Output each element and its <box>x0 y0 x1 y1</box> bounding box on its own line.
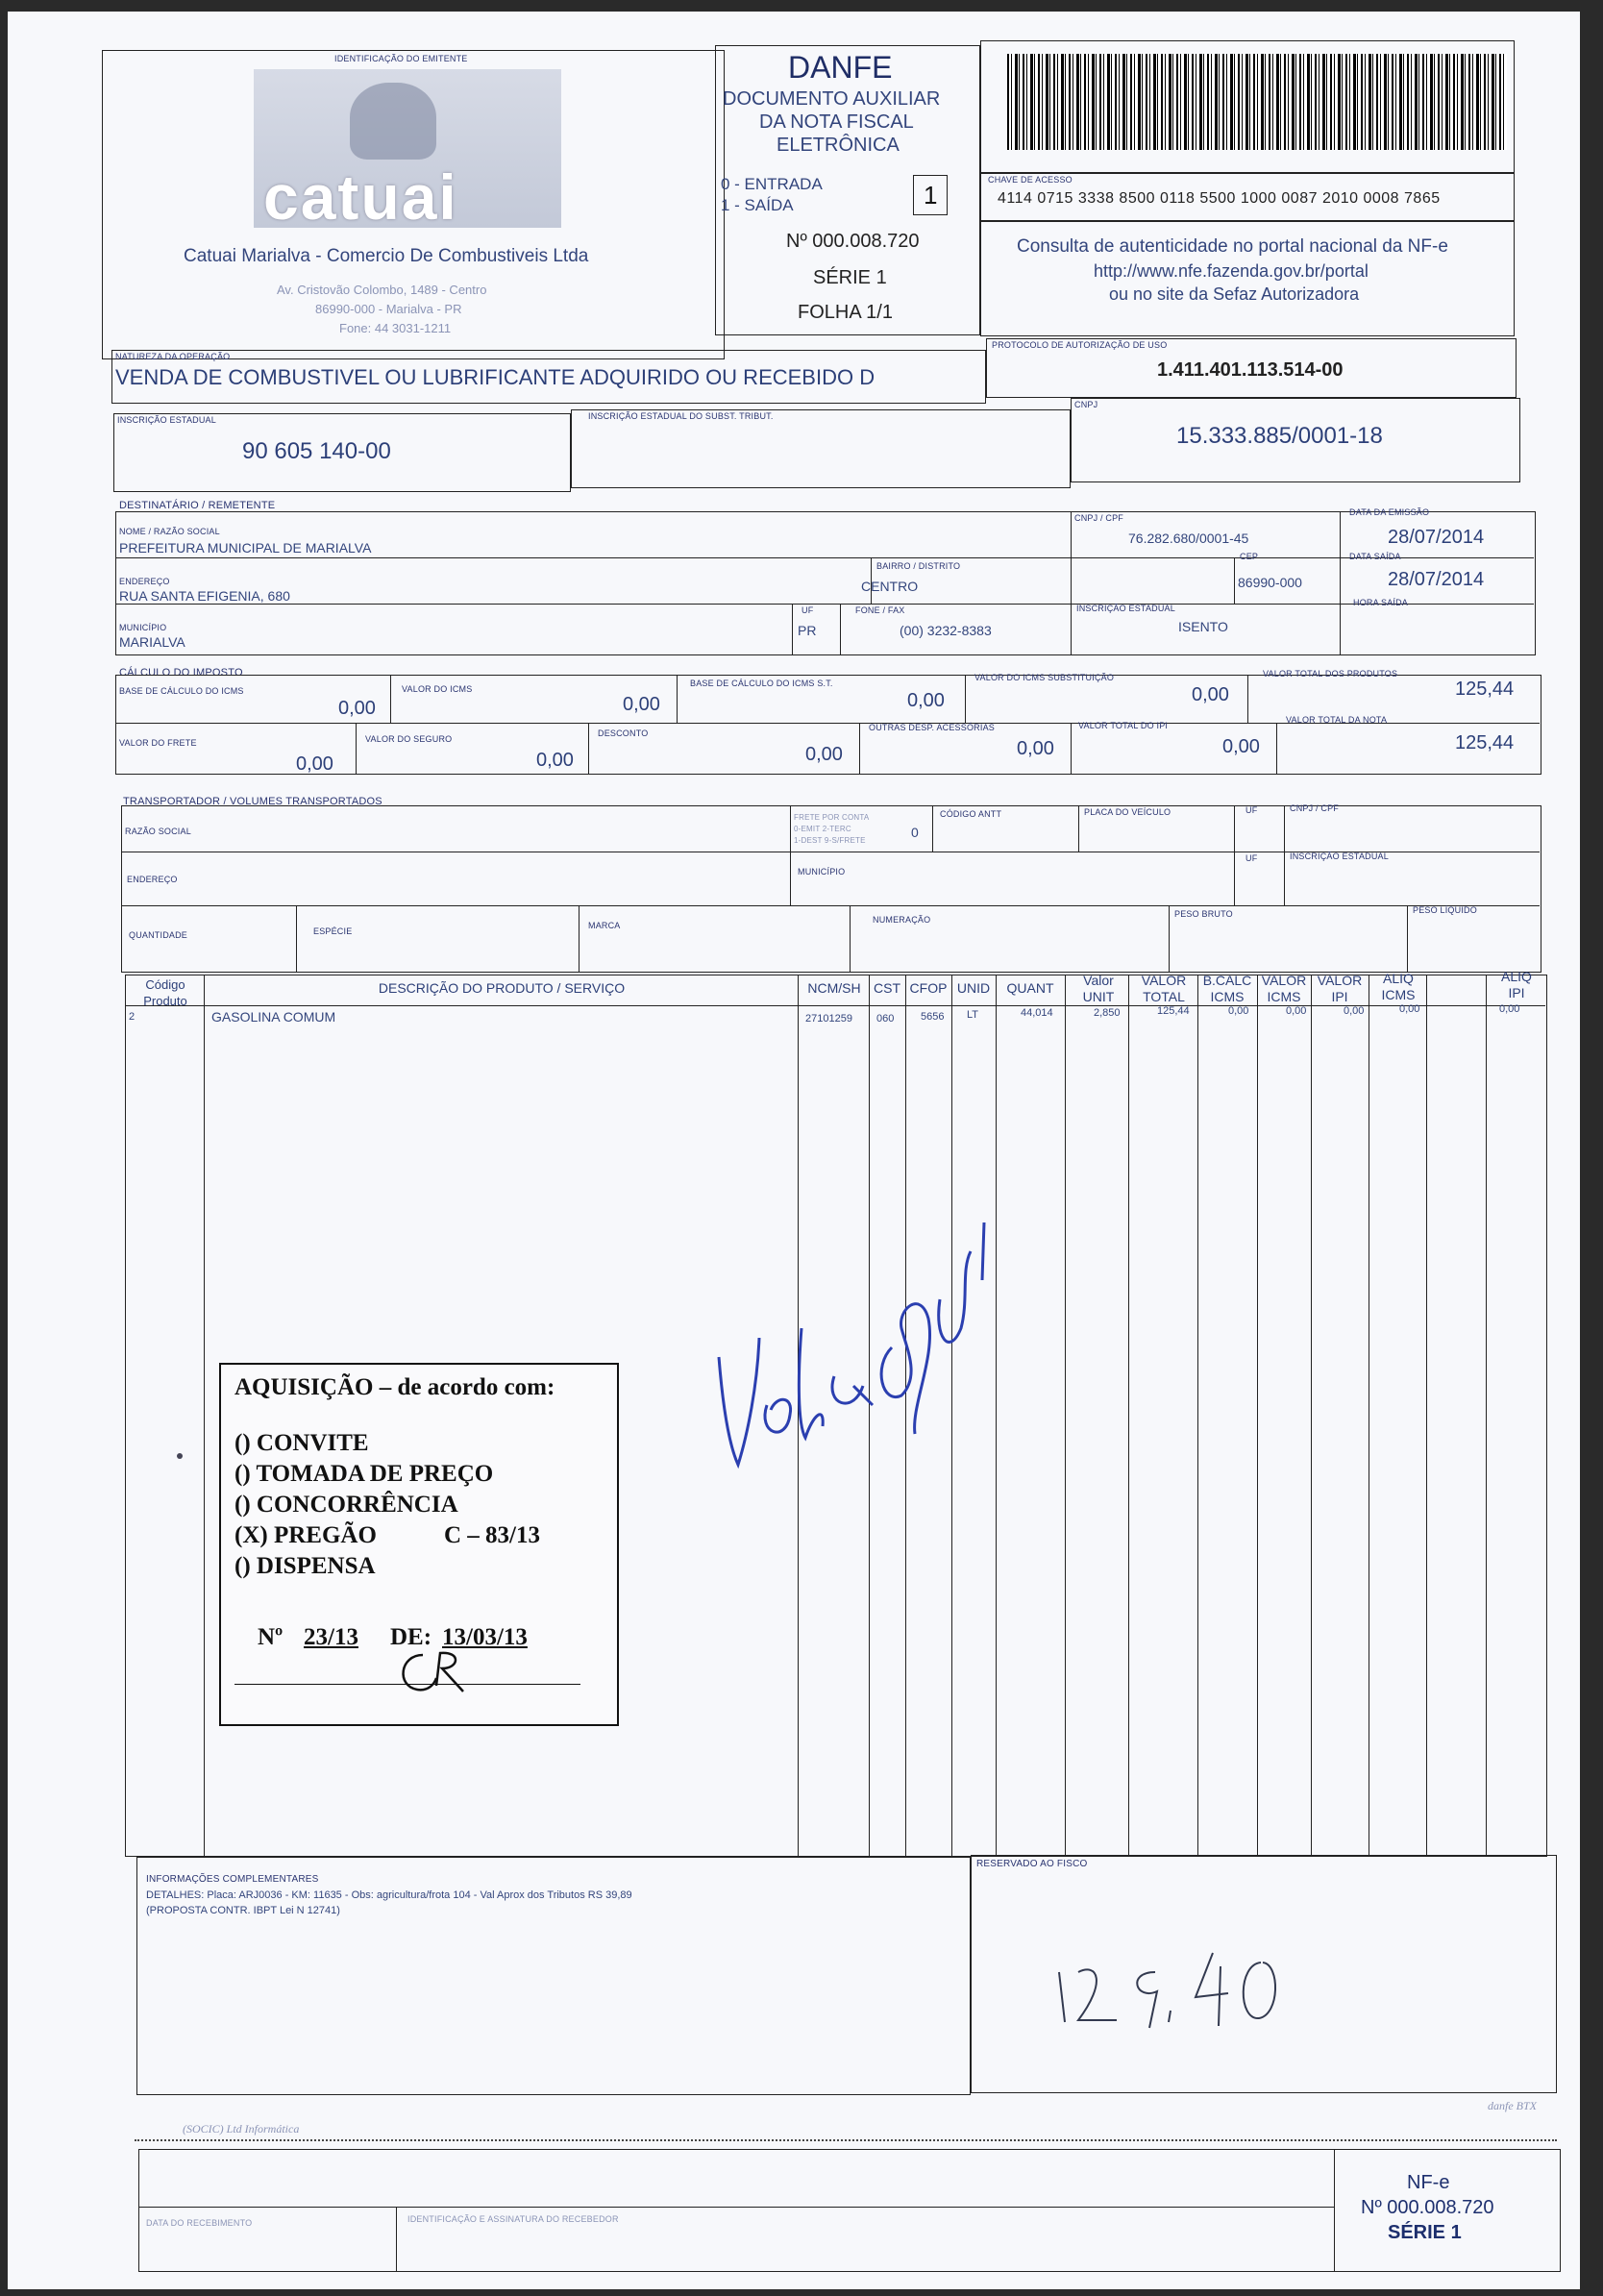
row-aipi: 0,00 <box>1499 1003 1520 1015</box>
divider <box>850 905 851 973</box>
ie-label: INSCRIÇÃO ESTADUAL <box>117 415 216 425</box>
danfe-folha: FOLHA 1/1 <box>798 302 893 323</box>
divider <box>1311 975 1312 1857</box>
divider <box>677 675 678 723</box>
divider <box>1234 557 1235 604</box>
seguro-label: VALOR DO SEGURO <box>365 734 453 744</box>
canhoto-numero: Nº 000.008.720 <box>1361 2197 1494 2218</box>
bc-icms-label: BASE DE CÁLCULO DO ICMS <box>119 686 244 696</box>
canhoto-serie: SÉRIE 1 <box>1388 2222 1462 2243</box>
transp-uf-label: UF <box>1245 805 1258 815</box>
divider <box>1128 975 1129 1857</box>
divider <box>859 723 860 775</box>
dest-nome-label: NOME / RAZÃO SOCIAL <box>119 527 220 536</box>
logo-figure-icon <box>350 83 436 160</box>
col-descricao: DESCRIÇÃO DO PRODUTO / SERVIÇO <box>378 980 626 996</box>
stamp-opt-tomada: () TOMADA DE PREÇO <box>234 1461 494 1487</box>
dest-cep-value: 86990-000 <box>1238 575 1302 590</box>
col-vicms: VALOR ICMS <box>1261 973 1307 1004</box>
transp-marca-label: MARCA <box>588 921 621 930</box>
danfe-subtitle-3: ELETRÔNICA <box>777 135 900 156</box>
col-aipi-label: ALIQ IPI <box>1501 969 1532 1000</box>
divider <box>1247 675 1248 723</box>
col-cfop: CFOP <box>909 980 948 996</box>
ipi-value: 0,00 <box>1222 736 1260 757</box>
transp-especie-label: ESPÉCIE <box>313 926 353 936</box>
natureza-value: VENDA DE COMBUSTIVEL OU LUBRIFICANTE ADQUIRIDO OU RECEBIDO D <box>115 365 875 389</box>
dest-bairro-label: BAIRRO / DISTRITO <box>876 561 961 571</box>
divider <box>390 675 391 723</box>
divider <box>932 805 933 852</box>
bc-icms-value: 0,00 <box>338 698 376 719</box>
destinatario-box <box>115 511 1536 655</box>
dest-hora-label: HORA SAÍDA <box>1353 598 1409 607</box>
row-cst: 060 <box>876 1013 895 1025</box>
danfe-subtitle-2: DA NOTA FISCAL <box>759 111 914 133</box>
logo-wordmark: catuai <box>263 161 458 233</box>
row-aicms: 0,00 <box>1399 1003 1420 1015</box>
danfe-subtitle-1: DOCUMENTO AUXILIAR <box>723 88 941 110</box>
dest-fone-value: (00) 3232-8383 <box>900 623 992 638</box>
transp-peso-liquido-label: PESO LÍQUIDO <box>1413 905 1477 915</box>
dest-uf-value: PR <box>798 623 817 638</box>
col-vtotal: VALOR TOTAL <box>1141 973 1187 1004</box>
divider <box>1071 723 1072 775</box>
cnpj-label: CNPJ <box>1074 400 1098 409</box>
row-unid: LT <box>967 1009 979 1021</box>
natureza-label: NATUREZA DA OPERAÇÃO <box>115 352 231 361</box>
danfe-numero: Nº 000.008.720 <box>786 231 920 252</box>
info-label: INFORMAÇÕES COMPLEMENTARES <box>146 1874 319 1885</box>
emitente-section-label: IDENTIFICAÇÃO DO EMITENTE <box>334 54 468 63</box>
ie-st-box <box>571 409 1071 488</box>
danfe-entrada: 0 - ENTRADA <box>721 175 823 193</box>
col-cst: CST <box>874 980 900 996</box>
assinatura-label: IDENTIFICAÇÃO E ASSINATURA DO RECEBEDOR <box>407 2214 619 2224</box>
transp-frete-label-3: 1-DEST 9-S/FRETE <box>794 836 866 845</box>
divider <box>1407 905 1408 973</box>
divider <box>840 604 841 655</box>
col-quant: QUANT <box>1006 980 1054 996</box>
stamp-title: AQUISIÇÃO – de acordo com: <box>234 1374 555 1400</box>
transp-razao-label: RAZÃO SOCIAL <box>125 827 191 836</box>
bc-st-value: 0,00 <box>907 690 945 711</box>
protocolo-value: 1.411.401.113.514-00 <box>1157 359 1344 381</box>
dest-endereco-label: ENDEREÇO <box>119 577 170 586</box>
dest-cep-label: CEP <box>1240 552 1259 561</box>
stamp-de-label: DE: <box>390 1624 432 1650</box>
outras-label: OUTRAS DESP. ACESSÓRIAS <box>869 723 995 732</box>
col-ncm: NCM/SH <box>807 980 861 996</box>
divider <box>138 2207 1334 2208</box>
divider <box>1257 975 1258 1857</box>
danfe-document <box>8 12 1580 2289</box>
dest-saida-label: DATA SAÍDA <box>1349 552 1401 561</box>
row-cfop: 5656 <box>921 1011 945 1023</box>
transp-peso-bruto-label: PESO BRUTO <box>1174 909 1233 919</box>
divider <box>1426 975 1427 1857</box>
info-line-2: (PROPOSTA CONTR. IBPT Lei N 12741) <box>146 1905 340 1916</box>
divider <box>1078 805 1079 852</box>
dest-ie-value: ISENTO <box>1178 619 1228 634</box>
bullet-mark <box>177 1453 183 1459</box>
total-prod-label: VALOR TOTAL DOS PRODUTOS <box>1263 669 1398 679</box>
seguro-value: 0,00 <box>536 750 574 771</box>
dest-ie-label: INSCRIÇÃO ESTADUAL <box>1076 604 1175 613</box>
divider <box>1486 975 1487 1857</box>
handwritten-amount <box>1049 1934 1319 2030</box>
ipi-label: VALOR TOTAL DO IPI <box>1078 721 1169 730</box>
consulta-line-1: Consulta de autenticidade no portal nacional da NF-e <box>1017 236 1448 257</box>
imposto-section-label: CÁLCULO DO IMPOSTO <box>119 667 243 679</box>
stamp-opt-convite: () CONVITE <box>234 1430 369 1456</box>
icms-st-value: 0,00 <box>1192 684 1229 705</box>
transp-antt-label: CÓDIGO ANTT <box>940 809 1002 819</box>
divider <box>204 975 205 1857</box>
transp-municipio-label: MUNICÍPIO <box>798 867 846 876</box>
divider <box>1284 805 1285 905</box>
dest-municipio-label: MUNICÍPIO <box>119 623 167 632</box>
dest-municipio-value: MARIALVA <box>119 634 185 650</box>
row-vtotal: 125,44 <box>1157 1005 1190 1017</box>
canhoto-box <box>138 2149 1561 2272</box>
emitente-address-3: Fone: 44 3031-1211 <box>339 321 452 335</box>
divider <box>579 905 580 973</box>
footer-right: danfe BTX <box>1488 2099 1537 2112</box>
icms-st-label: VALOR DO ICMS SUBSTITUIÇÃO <box>974 673 1115 682</box>
stamp-de-value: 13/03/13 <box>442 1624 528 1650</box>
transp-placa-label: PLACA DO VEÍCULO <box>1084 807 1171 817</box>
stamp-opt-concorrencia: () CONCORRÊNCIA <box>234 1492 458 1518</box>
divider <box>1169 905 1170 973</box>
canhoto-nfe: NF-e <box>1407 2172 1450 2193</box>
ie-st-label: INSCRIÇÃO ESTADUAL DO SUBST. TRIBUT. <box>588 411 774 421</box>
dest-cnpj-value: 76.282.680/0001-45 <box>1128 531 1249 546</box>
chave-label: CHAVE DE ACESSO <box>988 175 1073 185</box>
consulta-line-3: ou no site da Sefaz Autorizadora <box>1109 284 1360 304</box>
handwritten-signature <box>709 1213 1017 1472</box>
info-line-1: DETALHES: Placa: ARJ0036 - KM: 11635 - Obs: agricultura/frota 104 - Val Aprox dos Tributos RS 39,89 <box>146 1889 632 1901</box>
danfe-saida: 1 - SAÍDA <box>721 196 794 214</box>
dest-saida-value: 28/07/2014 <box>1388 569 1485 590</box>
col-bcalc: B.CALC ICMS <box>1202 973 1252 1004</box>
divider <box>121 905 1540 906</box>
frete-value: 0,00 <box>296 753 333 775</box>
stamp-opt-pregao: (X) PREGÃO <box>234 1522 377 1548</box>
divider <box>1065 975 1066 1857</box>
stamp-num-label: Nº <box>258 1624 284 1650</box>
row-vicms: 0,00 <box>1286 1005 1307 1017</box>
chave-value: 4114 0715 3338 8500 0118 5500 1000 0087 2010 0008 7865 <box>998 190 1441 207</box>
dest-uf-label: UF <box>802 605 814 615</box>
row-descricao: GASOLINA COMUM <box>211 1009 336 1025</box>
divider <box>396 2207 397 2272</box>
transp-ie-label: INSCRIÇÃO ESTADUAL <box>1290 852 1389 861</box>
transp-frete-label-2: 0-EMIT 2-TERC <box>794 825 851 833</box>
divider <box>790 805 791 905</box>
divider <box>1197 975 1198 1857</box>
divider <box>356 723 357 775</box>
transportador-section-label: TRANSPORTADOR / VOLUMES TRANSPORTADOS <box>123 796 382 807</box>
stamp-opt-pregao-ref: C – 83/13 <box>444 1522 540 1548</box>
total-nota-label: VALOR TOTAL DA NOTA <box>1286 715 1388 725</box>
transp-frete-value: 0 <box>911 825 919 840</box>
emitente-address-1: Av. Cristovão Colombo, 1489 - Centro <box>277 283 487 297</box>
footer-left: (SOCIC) Ltd Informática <box>183 2122 300 2136</box>
col-vipi: VALOR IPI <box>1317 973 1363 1004</box>
dest-emissao-label: DATA DA EMISSÃO <box>1349 507 1430 517</box>
transp-numeracao-label: NUMERAÇÃO <box>873 915 931 925</box>
emitente-address-2: 86990-000 - Marialva - PR <box>315 302 462 316</box>
total-prod-value: 125,44 <box>1455 679 1515 700</box>
stamp-opt-dispensa: () DISPENSA <box>234 1553 376 1579</box>
row-codigo: 2 <box>129 1011 136 1023</box>
divider <box>1276 723 1277 775</box>
row-ncm: 27101259 <box>805 1013 852 1025</box>
cnpj-value: 15.333.885/0001-18 <box>1176 423 1383 449</box>
bc-st-label: BASE DE CÁLCULO DO ICMS S.T. <box>690 679 833 688</box>
col-aicms: ALIQ ICMS <box>1381 971 1416 1002</box>
icms-value: 0,00 <box>623 694 660 715</box>
cut-line <box>135 2139 1557 2141</box>
dest-fone-label: FONE / FAX <box>855 605 905 615</box>
destinatario-section-label: DESTINATÁRIO / REMETENTE <box>119 500 276 511</box>
divider <box>115 604 1534 605</box>
divider <box>1334 2149 1335 2272</box>
desconto-label: DESCONTO <box>598 728 649 738</box>
protocolo-label: PROTOCOLO DE AUTORIZAÇÃO DE USO <box>992 340 1168 350</box>
danfe-serie: SÉRIE 1 <box>813 267 887 288</box>
ie-value: 90 605 140-00 <box>242 438 391 464</box>
frete-label: VALOR DO FRETE <box>119 738 197 748</box>
divider <box>1071 511 1072 604</box>
divider <box>588 723 589 775</box>
transp-quantidade-label: QUANTIDADE <box>129 930 188 940</box>
divider <box>1340 511 1341 655</box>
transp-endereco-label: ENDEREÇO <box>127 875 178 884</box>
stamp-num-value: 23/13 <box>304 1624 358 1650</box>
divider <box>1071 604 1072 655</box>
dest-cnpj-label: CNPJ / CPF <box>1074 513 1124 523</box>
divider <box>115 557 1534 558</box>
row-quant: 44,014 <box>1021 1007 1053 1019</box>
dest-nome-value: PREFEITURA MUNICIPAL DE MARIALVA <box>119 540 372 555</box>
divider <box>1234 805 1235 905</box>
row-vunit: 2,850 <box>1094 1007 1121 1019</box>
transp-frete-label-1: FRETE POR CONTA <box>794 813 870 822</box>
col-vunit: Valor UNIT <box>1082 973 1115 1004</box>
divider <box>965 675 966 723</box>
aquisicao-stamp <box>219 1363 619 1726</box>
dest-emissao-value: 28/07/2014 <box>1388 527 1485 548</box>
barcode-image <box>1007 54 1507 150</box>
total-nota-value: 125,44 <box>1455 732 1515 753</box>
desconto-value: 0,00 <box>805 744 843 765</box>
divider <box>792 604 793 655</box>
divider <box>296 905 297 973</box>
dest-bairro-value: CENTRO <box>861 579 919 594</box>
dest-endereco-value: RUA SANTA EFIGENIA, 680 <box>119 588 290 604</box>
transp-cnpj-label: CNPJ / CPF <box>1290 803 1340 813</box>
consulta-line-2: http://www.nfe.fazenda.gov.br/portal <box>1094 261 1369 281</box>
transp-uf2-label: UF <box>1245 853 1258 863</box>
recebimento-label: DATA DO RECEBIMENTO <box>146 2218 253 2228</box>
col-codigo: Código Produto <box>143 977 187 1008</box>
icms-label: VALOR DO ICMS <box>402 684 473 694</box>
fisco-label: RESERVADO AO FISCO <box>976 1859 1088 1869</box>
tipo-value: 1 <box>924 181 938 210</box>
row-bcalc: 0,00 <box>1228 1005 1249 1017</box>
emitente-name: Catuai Marialva - Comercio De Combustiveis Ltda <box>184 246 589 266</box>
danfe-title: DANFE <box>788 50 893 85</box>
col-unid: UNID <box>956 980 991 996</box>
divider <box>125 1005 1545 1006</box>
row-vipi: 0,00 <box>1344 1005 1365 1017</box>
stamp-initials <box>390 1647 477 1695</box>
outras-value: 0,00 <box>1017 738 1054 759</box>
emitente-logo <box>254 69 561 233</box>
